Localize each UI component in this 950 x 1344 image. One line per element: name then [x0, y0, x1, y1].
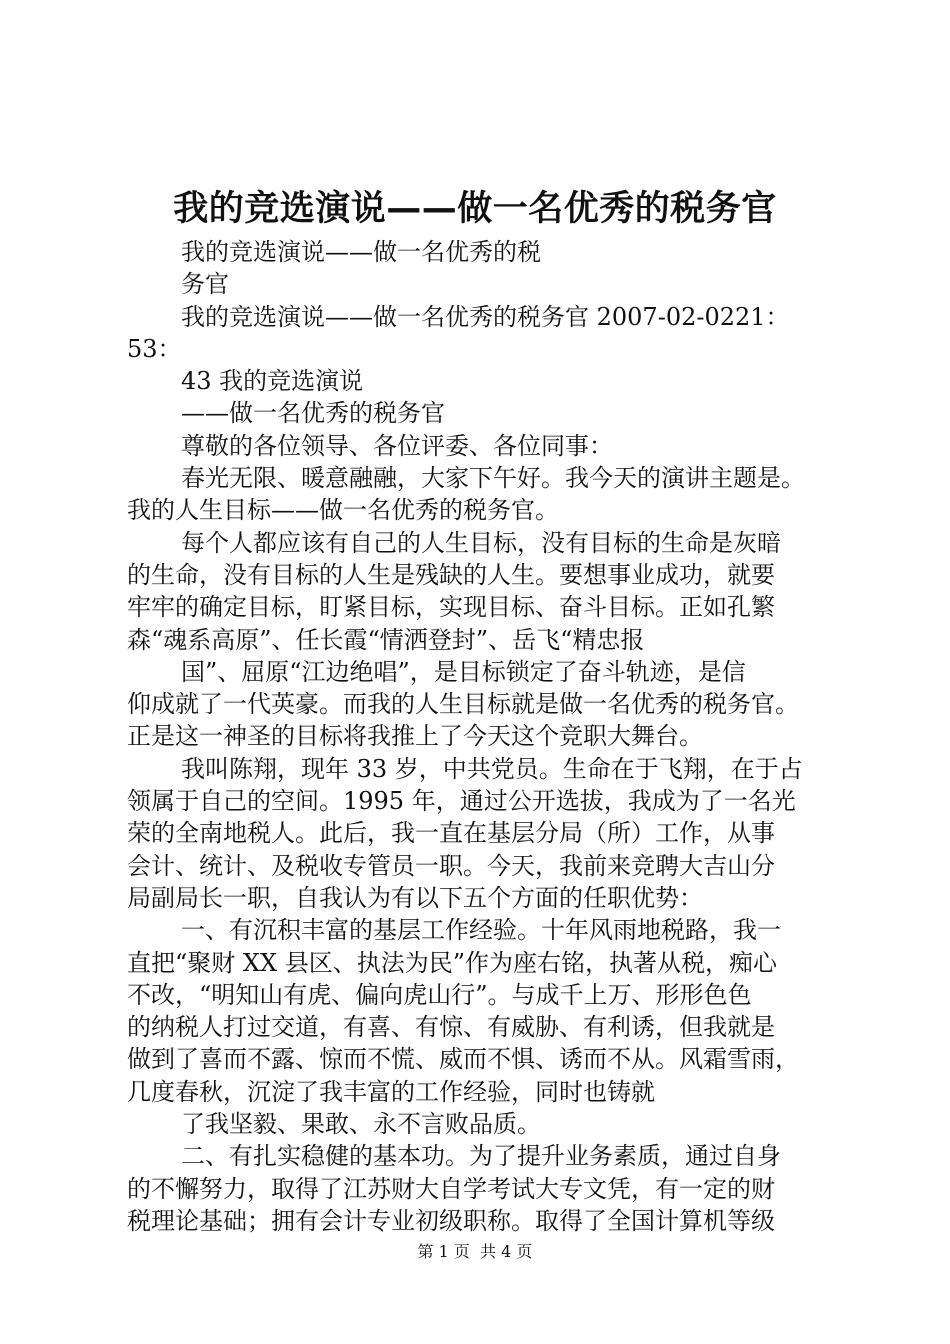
text-line: 我的竞选演说——做一名优秀的税 [181, 238, 541, 266]
text-line: 我的人生目标——做一名优秀的税务官。 [127, 496, 559, 525]
text-line: 正是这一神圣的目标将我推上了今天这个竞职大舞台。 [127, 722, 703, 751]
text-line: 仰成就了一代英豪。而我的人生目标就是做一名优秀的税务官。 [127, 690, 799, 719]
text-line: 几度春秋，沉淀了我丰富的工作经验，同时也铸就 [127, 1077, 655, 1106]
text-line: 荣的全南地税人。此后，我一直在基层分局（所）工作，从事 [127, 819, 775, 848]
text-line: ——做一名优秀的税务官 [181, 399, 445, 428]
text-line: 我叫陈翔，现年 33 岁，中共党员。生命在于飞翔，在于占 [181, 754, 803, 783]
text-line: 会计、统计、及税收专管员一职。今天，我前来竞聘大吉山分 [127, 851, 775, 880]
text-line: 森“魂系高原”、任长霞“情洒登封”、岳飞“精忠报 [127, 625, 645, 654]
text-line: 不改，“明知山有虎、偏向虎山行”。与成千上万、形形色色 [127, 980, 752, 1009]
text-line: 的纳税人打过交道，有喜、有惊、有威胁、有利诱，但我就是 [127, 1013, 775, 1042]
text-line: 二、有扎实稳健的基本功。为了提升业务素质，通过自身 [181, 1142, 781, 1171]
text-line: 国”、屈原“江边绝唱”，是目标锁定了奋斗轨迹，是信 [181, 657, 746, 686]
text-line: 尊敬的各位领导、各位评委、各位同事： [181, 431, 613, 460]
text-line: 局副局长一职，自我认为有以下五个方面的任职优势： [127, 883, 703, 912]
text-line: 我的竞选演说——做一名优秀的税务官 2007-02-0221： [181, 302, 790, 331]
text-line: 的生命，没有目标的人生是残缺的人生。要想事业成功，就要 [127, 560, 775, 589]
text-line: 每个人都应该有自己的人生目标，没有目标的生命是灰暗 [181, 528, 781, 557]
text-line: 的不懈努力，取得了江苏财大自学考试大专文凭，有一定的财 [127, 1174, 775, 1203]
document-body [127, 236, 831, 1237]
text-line: 做到了喜而不露、惊而不慌、威而不惧、诱而不从。风霜雪雨， [127, 1045, 799, 1074]
text-line: 领属于自己的空间。1995 年，通过公开选拔，我成为了一名光 [127, 787, 796, 816]
text-line: 43 我的竞选演说 [181, 367, 364, 396]
text-line: 一、有沉积丰富的基层工作经验。十年风雨地税路，我一 [181, 916, 781, 945]
text-line: 税理论基础；拥有会计专业初级职称。取得了全国计算机等级 [127, 1206, 775, 1235]
text-line: 牢牢的确定目标，盯紧目标，实现目标、奋斗目标。正如孔繁 [127, 593, 775, 622]
text-line: 春光无限、暖意融融，大家下午好。我今天的演讲主题是。 [181, 464, 805, 493]
text-line: 了我坚毅、果敢、永不言败品质。 [181, 1110, 541, 1139]
text-line: 直把“聚财 XX 县区、执法为民”作为座右铭，执著从税，痴心 [127, 948, 777, 977]
document-title: 我的竞选演说——做一名优秀的税务官 [173, 189, 777, 229]
text-line: 务官 [181, 270, 229, 299]
text-line: 53： [127, 334, 182, 363]
page-footer: 第 1 页 共 4 页 [417, 1242, 533, 1261]
